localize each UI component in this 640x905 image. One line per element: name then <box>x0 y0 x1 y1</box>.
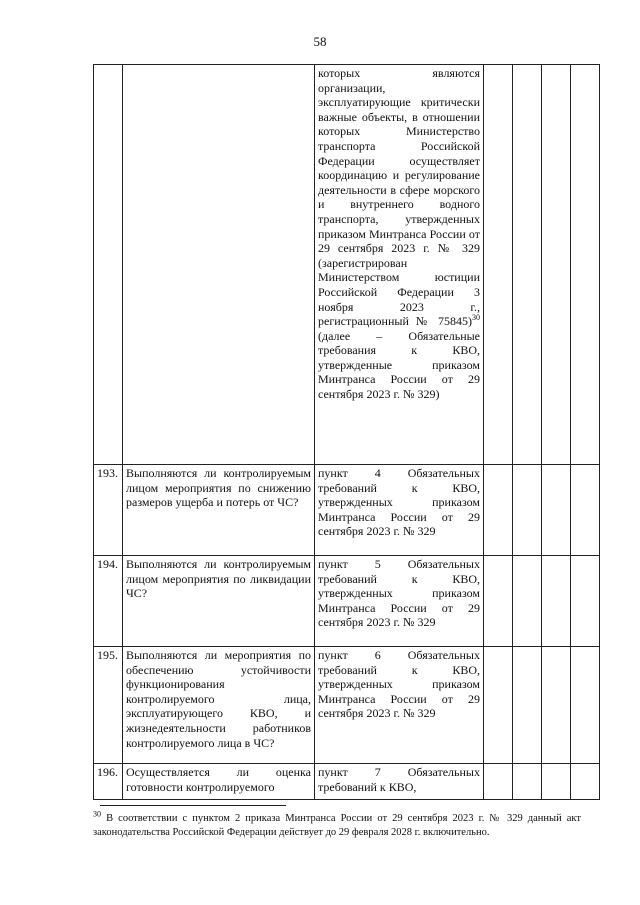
question-text: Выполняются ли контролируемым лицом мероприятия по снижению размеров ущерба и потерь от ЧС? <box>123 465 315 556</box>
row-number: 194. <box>94 556 123 647</box>
table-row <box>94 556 600 647</box>
row-number: 193. <box>94 465 123 556</box>
table-row <box>94 65 600 465</box>
table-row <box>94 465 600 556</box>
question-text: Выполняются ли мероприятия по обеспечению устойчивости функционирования контролируемого лица, эксплуатирующего КВО, и жизнедеятельности работников контролируемого лица в ЧС? <box>123 647 315 764</box>
reference-text: пункт 4 Обязательных требований к КВО, утвержденных приказом Минтранса России от 29 сентября 2023 г. № 329 <box>315 465 484 556</box>
footnote-number: 30 <box>93 809 101 819</box>
footnote-text: В соответствии с пунктом 2 приказа Минтранса России от 29 сентября 2023 г. № 329 данный акт законодательства Российской Федерации действует до 29 февраля 2028 г. включительно. <box>93 813 581 838</box>
reference-text: пункт 7 Обязательных требований к КВО, <box>315 764 484 800</box>
page-number: 58 <box>313 34 327 49</box>
footnote-mark: 30 <box>472 313 480 323</box>
checklist-table <box>93 64 600 800</box>
row-number: 195. <box>94 647 123 764</box>
table-row <box>94 764 600 800</box>
reference-continuation: которых являются организации, эксплуатирующие критически важные объекты, в отношении которых Министерство транспорта Российской Федерации осуществляет координацию и регулирование деятельности в сфере морского и внутреннего водного транспорта, утвержденных приказом Минтранса России от 29 сентября 2023 г. № 329 (зарегистрирован Министерством юстиции Российской Федерации 3 ноября 2023 г., регистрационный № 75845)$^{30}$ (далее – Обязательные требования к КВО, утвержденные приказом Минтранса России от 29 сентября 2023 г. № 329) <box>315 65 484 465</box>
reference-text: пункт 6 Обязательных требований к КВО, утвержденных приказом Минтранса России от 29 сентября 2023 г. № 329 <box>315 647 484 764</box>
footnote-divider <box>100 805 286 806</box>
question-text: Осуществляется ли оценка готовности контролируемого <box>123 764 315 800</box>
footnote <box>93 809 581 839</box>
reference-text: пункт 5 Обязательных требований к КВО, утвержденных приказом Минтранса России от 29 сентября 2023 г. № 329 <box>315 556 484 647</box>
row-number: 196. <box>94 764 123 800</box>
question-text: Выполняются ли контролируемым лицом мероприятия по ликвидации ЧС? <box>123 556 315 647</box>
table-row <box>94 647 600 764</box>
